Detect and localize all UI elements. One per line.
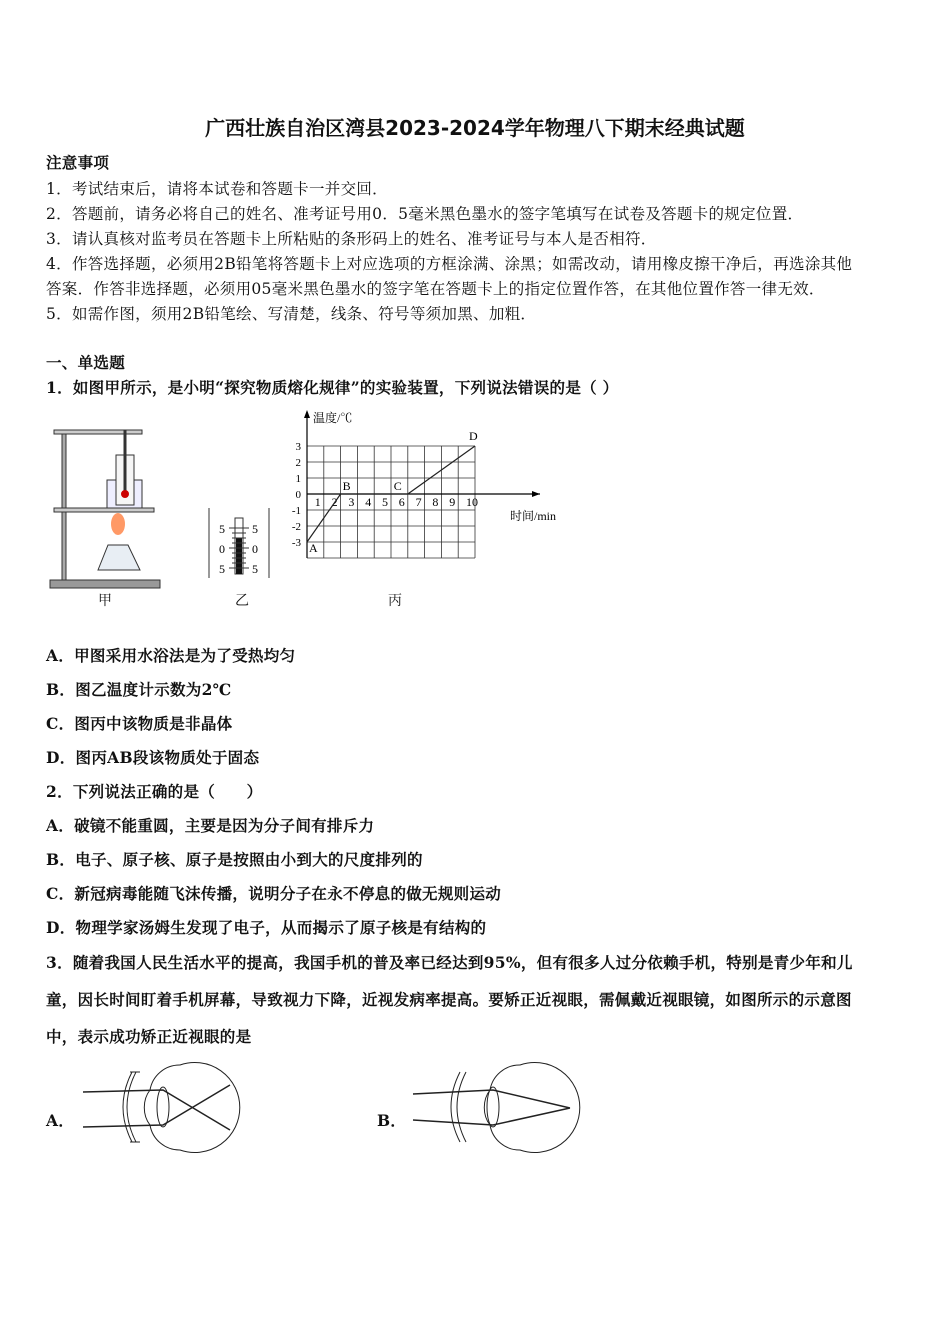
y-tick-label: 1 <box>295 473 301 485</box>
point-label-c: C <box>393 479 402 493</box>
x-tick-label: 9 <box>449 495 456 509</box>
q2-option-c: C．新冠病毒能随飞沫传播，说明分子在永不停息的做无规则运动 <box>46 884 502 903</box>
x-tick-label: 5 <box>382 495 388 509</box>
eye-diagram-a <box>80 1060 250 1155</box>
q2-option-d: D．物理学家汤姆生发现了电子，从而揭示了原子核是有结构的 <box>46 918 487 937</box>
y-tick-label: 2 <box>295 457 301 469</box>
y-tick-label: 0 <box>295 489 301 501</box>
x-tick-label: 8 <box>432 495 439 509</box>
caption-yi: 乙 <box>235 593 249 609</box>
point-label-b: B <box>342 479 351 493</box>
x-axis-arrow <box>532 491 540 497</box>
y-axis-arrow <box>304 410 310 418</box>
q3-option-a: A． <box>46 1111 75 1130</box>
q2-option-b: B．电子、原子核、原子是按照由小到大的尺度排列的 <box>46 850 423 869</box>
y-tick-label: 3 <box>295 441 301 453</box>
thermo-label: 5 <box>219 522 225 536</box>
notice-heading: 注意事项 <box>46 153 110 172</box>
notice-item: 5．如需作图，须用2B铅笔绘、写清楚，线条、符号等须加黑、加粗． <box>46 305 537 323</box>
x-tick-label: 7 <box>415 495 422 509</box>
point-label-a: A <box>309 541 318 555</box>
x-tick-label: 6 <box>398 495 405 509</box>
thermo-label: 0 <box>252 542 258 556</box>
q2-option-a: A．破镜不能重圆，主要是因为分子间有排斥力 <box>46 816 375 835</box>
caption-bing: 丙 <box>388 593 402 609</box>
q1-option-a: A．甲图采用水浴法是为了受热均匀 <box>46 646 296 665</box>
question-3-line: 3．随着我国人民生活水平的提高，我国手机的普及率已经达到95%，但有很多人过分依赖手机，特别是青少年和儿 <box>46 953 853 972</box>
question-3-line: 童，因长时间盯着手机屏幕，导致视力下降，近视发病率提高。要矫正近视眼，需佩戴近视眼镜，如图所示的示意图 <box>46 990 852 1009</box>
x-tick-label: 10 <box>466 495 478 509</box>
y-tick-label: -1 <box>291 505 301 517</box>
y-tick-label: -3 <box>291 537 301 549</box>
thermo-label: 5 <box>252 562 258 576</box>
question-2-stem: 2．下列说法正确的是（ ） <box>46 782 263 801</box>
thermo-label: 5 <box>219 562 225 576</box>
notice-item: 2．答题前，请务必将自己的姓名、准考证号用0．5毫米黑色墨水的签字笔填写在试卷及答题卡的规定位置． <box>46 205 804 223</box>
eye-diagram-b <box>410 1060 580 1155</box>
x-axis-label: 时间/min <box>510 509 557 523</box>
x-tick-label: 2 <box>331 495 338 509</box>
caption-jia: 甲 <box>98 593 112 609</box>
figure-temperature-graph <box>0 0 950 620</box>
notice-item: 4．作答选择题，必须用2B铅笔将答题卡上对应选项的方框涂满、涂黑；如需改动，请用橡皮擦干净后，再选涂其他 <box>46 255 853 273</box>
question-1-stem: 1．如图甲所示，是小明“探究物质熔化规律”的实验装置，下列说法错误的是（ ） <box>46 378 619 397</box>
x-tick-label: 4 <box>365 495 372 509</box>
notice-item: 3．请认真核对监考员在答题卡上所粘贴的条形码上的姓名、准考证号与本人是否相符． <box>46 230 657 248</box>
x-tick-label: 1 <box>314 495 321 509</box>
y-axis-label: 温度/℃ <box>313 411 353 425</box>
page-title: 广西壮族自治区湾县2023-2024学年物理八下期末经典试题 <box>205 116 745 140</box>
thermo-label: 0 <box>219 542 225 556</box>
x-tick-label: 3 <box>348 495 355 509</box>
q3-option-b: B． <box>377 1111 407 1130</box>
point-label-d: D <box>469 429 478 443</box>
notice-item: 答案．作答非选择题，必须用05毫米黑色墨水的签字笔在答题卡上的指定位置作答，在其他位置作答一律无效． <box>46 280 825 298</box>
notice-item: 1．考试结束后，请将本试卷和答题卡一并交回． <box>46 180 388 198</box>
section-heading: 一、单选题 <box>46 353 126 372</box>
q1-option-d: D．图丙AB段该物质处于固态 <box>46 748 260 767</box>
y-tick-label: -2 <box>291 521 301 533</box>
q1-option-c: C．图丙中该物质是非晶体 <box>46 714 233 733</box>
question-3-line: 中，表示成功矫正近视眼的是 <box>46 1027 252 1046</box>
q1-option-b: B．图乙温度计示数为2℃ <box>46 680 232 699</box>
thermo-label: 5 <box>252 522 258 536</box>
